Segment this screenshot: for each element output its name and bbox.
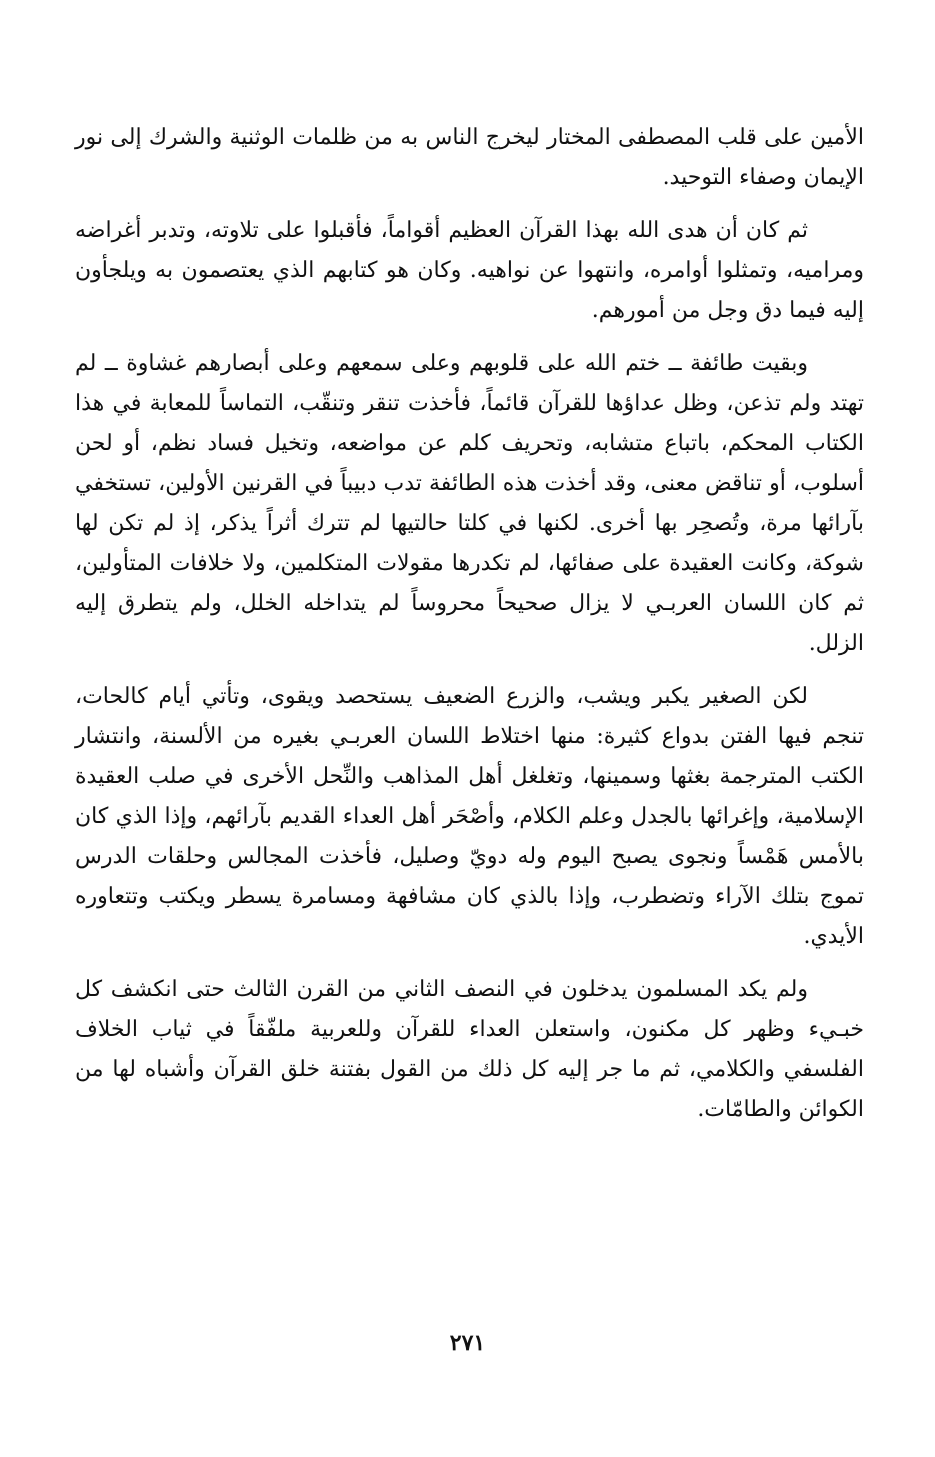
paragraph-2: ثم كان أن هدى الله بهذا القرآن العظيم أقواماً، فأقبلوا على تلاوته، وتدبر أغراضه ومراميه، وتمثلوا أوامره، وانتهوا عن نواهيه. وكان هو كتابهم الذي يعتصمون به ويلجأون إليه فيما دق وجل من أمورهم. (75, 218, 864, 323)
paragraph-5: ولم يكد المسلمون يدخلون في النصف الثاني من القرن الثالث حتى انكشف كل خبـيء وظهر كل مكنون، واستعلن العداء للقرآن وللعربية ملفّقاً في ثياب الخلاف الفلسفي والكلامي، ثم ما جر إليه كل ذلك من القول بفتنة خلق القرآن وأشباه لها من الكوائن والطامّات. (75, 977, 864, 1122)
body-text (75, 118, 864, 1143)
paragraph-continuation: الأمين على قلب المصطفى المختار ليخرج الناس به من ظلمات الوثنية والشرك إلى نور الإيمان وصفاء التوحيد. (75, 125, 864, 190)
paragraph-4: لكن الصغير يكبر ويشب، والزرع الضعيف يستحصد ويقوى، وتأتي أيام كالحات، تنجم فيها الفتن بدواع كثيرة: منها اختلاط اللسان العربـي بغيره من الألسنة، وانتشار الكتب المترجمة بغثها وسمينها، وتغلغل أهل المذاهب والنِّحل الأخرى في صلب العقيدة الإسلامية، وإغرائها بالجدل وعلم الكلام، وأصْحَر أهل العداء القديم بآرائهم، وإذا الذي كان بالأمس هَمْساً ونجوى يصبح اليوم وله دويّ وصليل، فأخذت المجالس وحلقات الدرس تموج بتلك الآراء وتضطرب، وإذا بالذي كان مشافهة ومسامرة يسطر ويكتب وتتعاوره الأيدي. (75, 684, 864, 949)
page-number: ٢٧١ (449, 1330, 486, 1356)
paragraph-3: وبقيت طائفة ــ ختم الله على قلوبهم وعلى سمعهم وعلى أبصارهم غشاوة ــ لم تهتد ولم تذعن، وظل عداؤها للقرآن قائماً، فأخذت تنقر وتنقّب، التماساً للمعابة في هذا الكتاب المحكم، باتباع متشابه، وتحريف كلم عن مواضعه، وتخيل فساد نظم، أو لحن أسلوب، أو تناقض معنى، وقد أخذت هذه الطائفة تدب دبيباً في القرنين الأولين، تستخفي بآرائها مرة، وتُصحِر بها أخرى. لكنها في كلتا حالتيها لم تترك أثراً يذكر، إذ لم تكن لها شوكة، وكانت العقيدة على صفائها، لم تكدرها مقولات المتكلمين، ولا خلافات المتأولين، ثم كان اللسان العربـي لا يزال صحيحاً محروساً لم يتداخله الخلل، ولم يتطرق إليه الزلل. (75, 351, 864, 656)
